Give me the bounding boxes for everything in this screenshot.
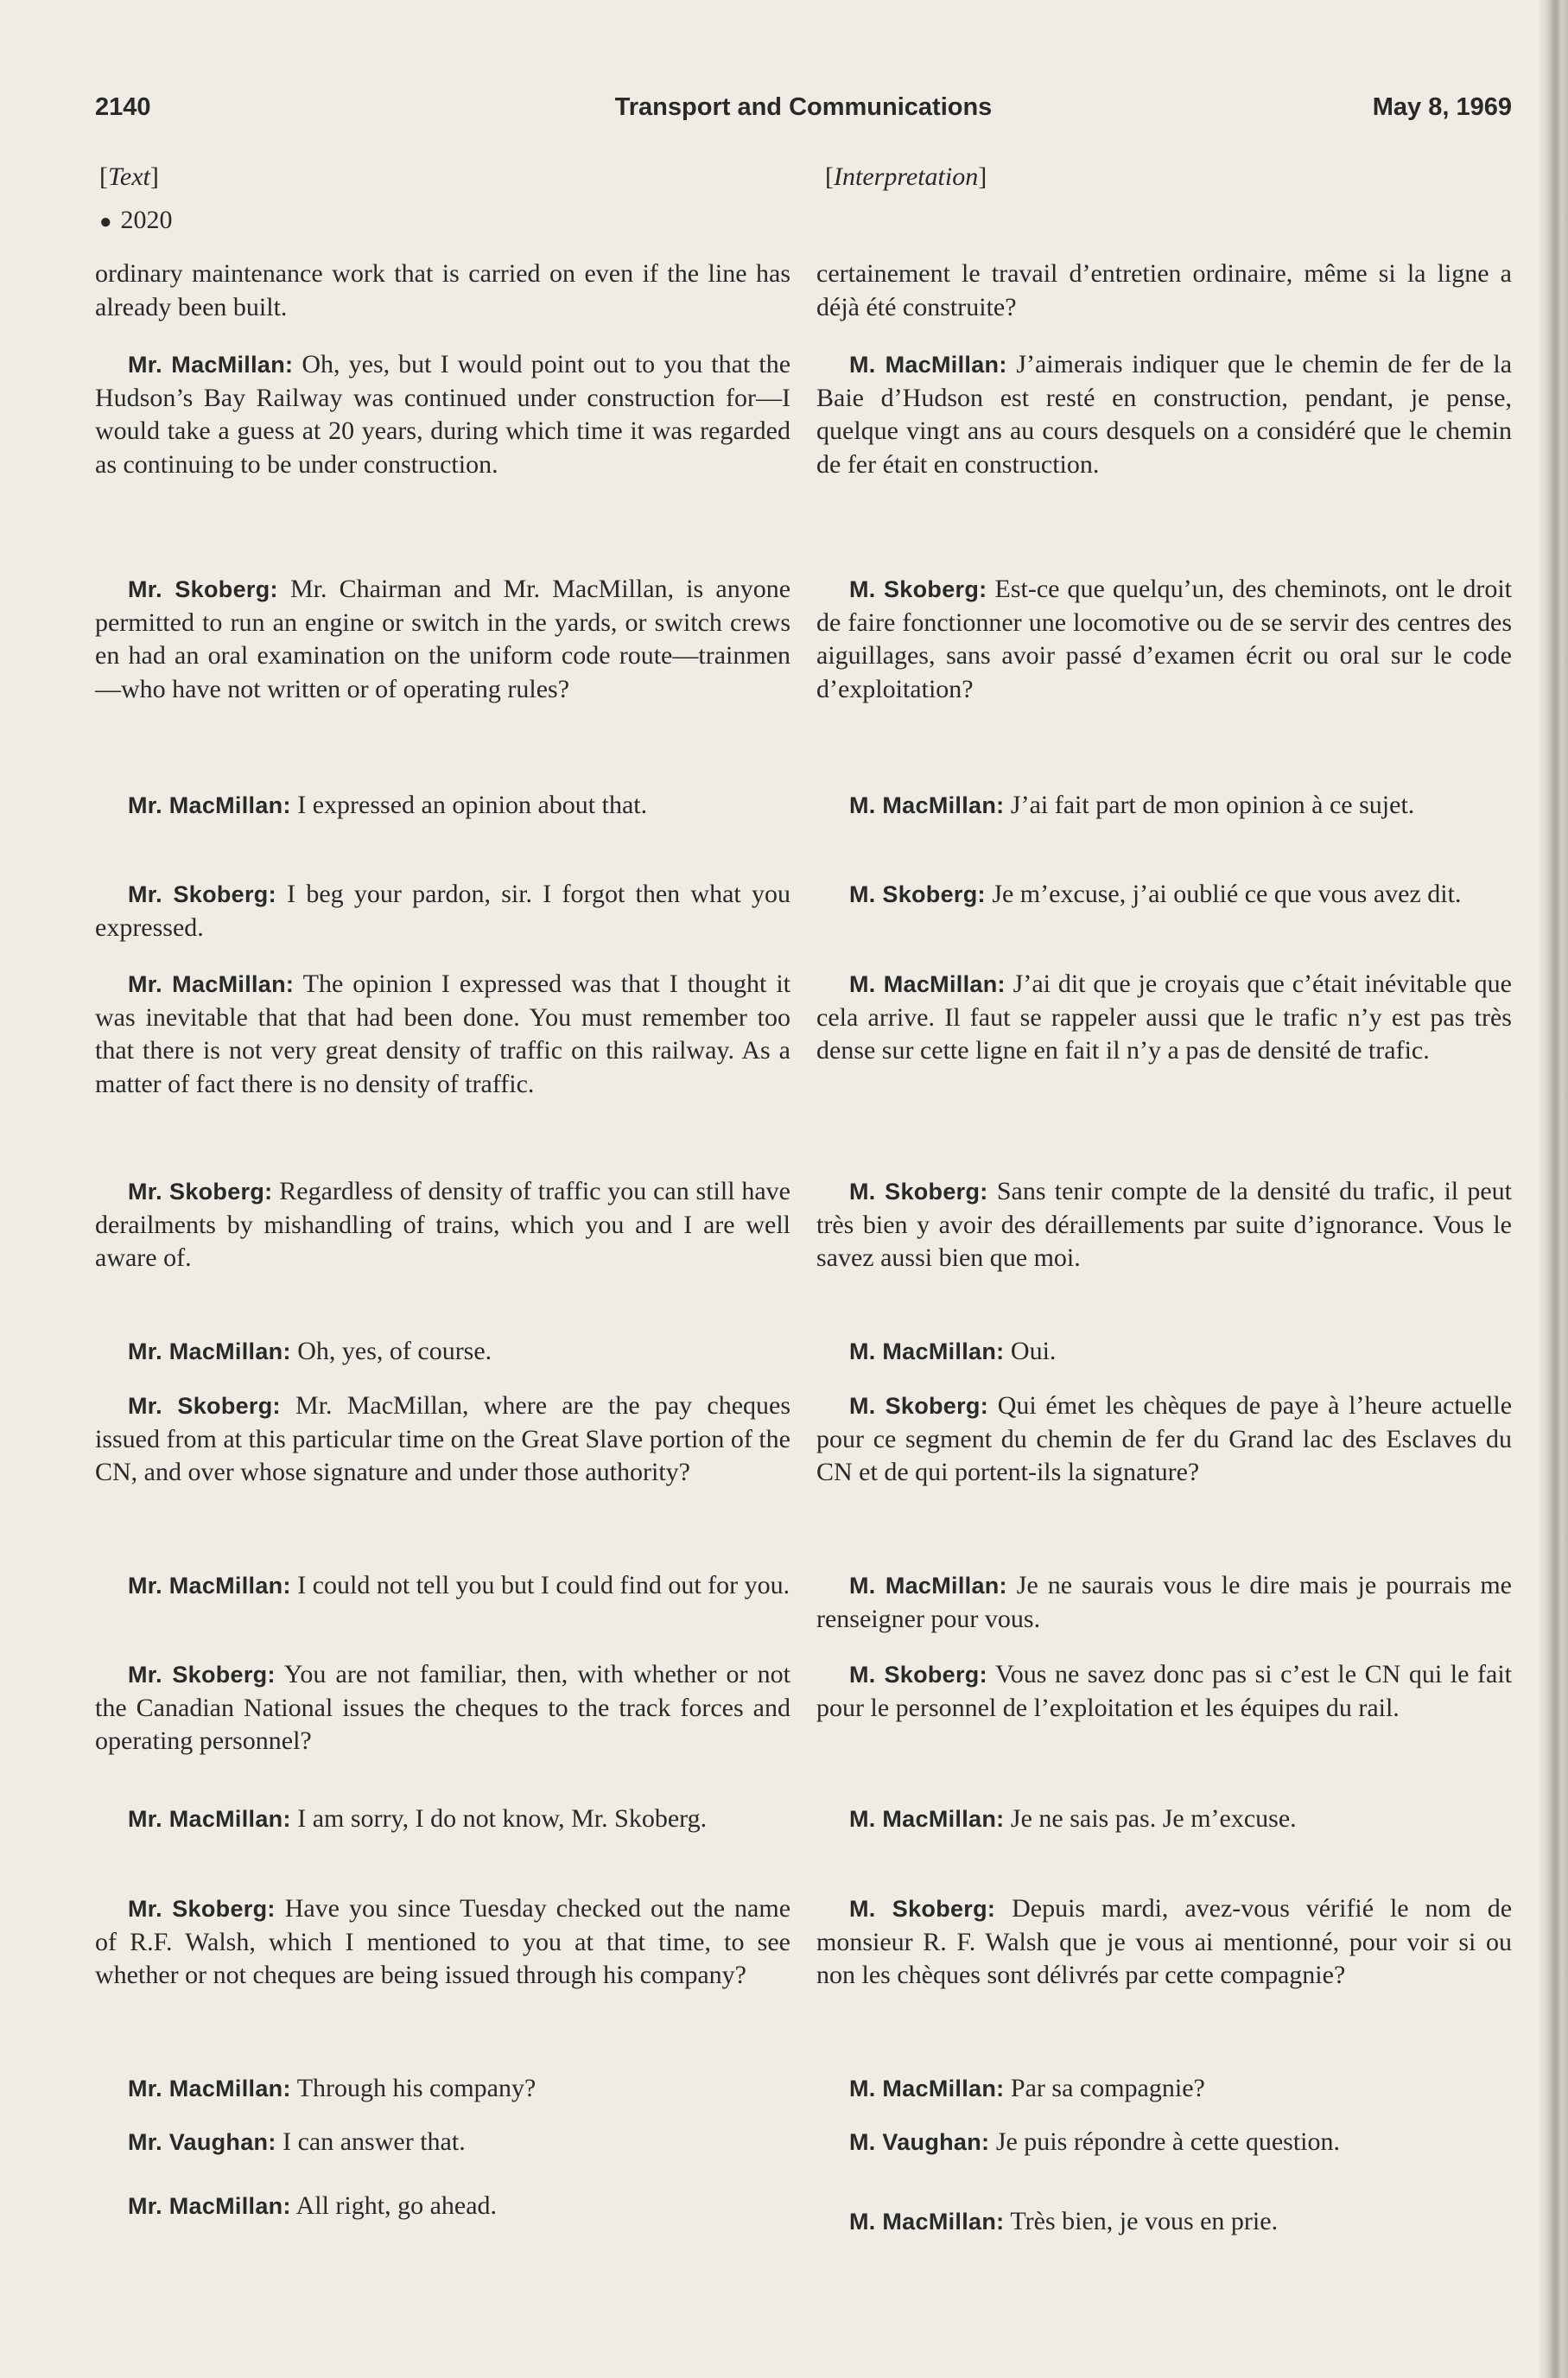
speaker-name: Mr. Skoberg:: [128, 1179, 273, 1205]
speaker-name: Mr. Skoberg:: [128, 576, 278, 602]
paragraph: [95, 573, 790, 706]
speaker-name: Mr. MacMillan:: [128, 2076, 291, 2101]
speaker-name: M. MacMillan:: [849, 792, 1005, 818]
speaker-name: M. MacMillan:: [849, 2209, 1005, 2235]
paragraph-text: J’ai dit que je croyais que c’était inévitable que cela arrive. Il faut se rappeler aussi que le trafic n’y est pas très dense sur cette ligne en fait il n’y a pas de densité de trafic.: [816, 970, 1512, 1065]
speaker-name: M. MacMillan:: [849, 352, 1007, 378]
paragraph-text: ordinary maintenance work that is carried on even if the line has already been built.: [95, 259, 790, 321]
paragraph: [95, 258, 790, 324]
header-date: May 8, 1969: [1372, 93, 1512, 121]
paragraph-text: certainement le travail d’entretien ordinaire, même si la ligne a déjà été construite?: [816, 259, 1512, 321]
paragraph: [95, 968, 790, 1101]
paragraph: [95, 1335, 790, 1369]
speaker-name: M. Skoberg:: [849, 881, 986, 907]
paragraph-text: Je ne saurais vous le dire mais je pourrais me renseigner pour vous.: [816, 1571, 1512, 1633]
paragraph: [816, 1175, 1512, 1275]
paragraph: [816, 878, 1512, 912]
paragraph-text: Have you since Tuesday checked out the name of R.F. Walsh, which I mentioned to you at that time, to see whether or not cheques are being issued through his company?: [95, 1894, 791, 1989]
paragraph: [95, 1389, 790, 1490]
paragraph: [816, 258, 1512, 324]
paragraph: [816, 2072, 1512, 2106]
paragraph-text: All right, go ahead.: [295, 2191, 498, 2220]
paragraph-text: Je puis répondre à cette question.: [995, 2127, 1341, 2156]
paragraph-text: The opinion I expressed was that I thought it was inevitable that that had been done. You must remember too that there is not very great density of traffic on this railway. As a matter of fact there is no density of traffic.: [95, 970, 791, 1098]
speaker-name: Mr. MacMillan:: [128, 1806, 291, 1832]
paragraph-text: Très bien, je vous en prie.: [1010, 2207, 1279, 2235]
paragraph-text: Regardless of density of traffic you can still have derailments by mishandling of trains, which you and I are well aware of.: [95, 1177, 790, 1272]
speaker-name: M. Skoberg:: [849, 1179, 988, 1205]
speaker-name: Mr. Skoberg:: [128, 1662, 276, 1688]
time-marker-value: 2020: [120, 206, 173, 234]
paragraph: [816, 789, 1512, 823]
paragraph: [816, 1569, 1512, 1636]
paragraph-text: Oh, yes, of course.: [297, 1337, 492, 1365]
paragraph-text: Depuis mardi, avez-vous vérifié le nom de monsieur R. F. Walsh que je vous ai mentionné, pour voir si ou non les chèques sont délivrés par cette compagnie?: [816, 1894, 1513, 1989]
speaker-name: M. MacMillan:: [849, 2076, 1005, 2101]
paragraph: [95, 2072, 790, 2106]
paragraph: [95, 1569, 790, 1603]
paragraph-text: J’aimerais indiquer que le chemin de fer de la Baie d’Hudson est resté en construction, pendant, je pense, quelque vingt ans au cours desquels on a considéré que le chemin de fer était en construction.: [816, 350, 1513, 479]
speaker-name: M. Skoberg:: [849, 576, 987, 602]
paragraph: [95, 878, 790, 944]
paragraph: [816, 1389, 1512, 1490]
paragraph-text: I beg your pardon, sir. I forgot then what you expressed.: [95, 880, 790, 942]
paragraph: [816, 2205, 1512, 2239]
paragraph: [95, 1658, 790, 1758]
speaker-name: Mr. MacMillan:: [128, 1573, 291, 1599]
paragraph: [95, 348, 790, 481]
page-header: [95, 93, 1512, 137]
right-column-label: [Interpretation]: [825, 162, 987, 191]
paragraph: [816, 1803, 1512, 1836]
paragraph-text: Mr. Chairman and Mr. MacMillan, is anyone permitted to run an engine or switch in the yards, or switch crews en had an oral examination on the uniform code route—trainmen—who have not written or of operating rules?: [95, 575, 791, 703]
paragraph-text: Je m’excuse, j’ai oublié ce que vous avez dit.: [992, 880, 1462, 908]
paragraph: [816, 573, 1512, 706]
time-marker: [99, 206, 173, 235]
speaker-name: Mr. Vaughan:: [128, 2129, 276, 2155]
speaker-name: Mr. Skoberg:: [128, 1393, 281, 1419]
paragraph-text: You are not familiar, then, with whether or not the Canadian National issues the cheques to the track forces and operating personnel?: [95, 1660, 790, 1755]
paragraph: [816, 348, 1512, 481]
left-column-label: [Text]: [99, 162, 159, 191]
paragraph-text: I expressed an opinion about that.: [297, 791, 648, 819]
speaker-name: M. Vaughan:: [849, 2129, 990, 2155]
speaker-name: Mr. MacMillan:: [128, 352, 294, 378]
speaker-name: Mr. MacMillan:: [128, 2193, 291, 2219]
paragraph: [816, 1658, 1512, 1725]
page-binding-edge: [1538, 0, 1568, 2378]
paragraph: [95, 2190, 790, 2223]
paragraph-text: Qui émet les chèques de paye à l’heure actuelle pour ce segment du chemin de fer du Grand lac des Esclaves du CN et de qui portent-ils la signature?: [816, 1391, 1513, 1486]
speaker-name: Mr. Skoberg:: [128, 881, 276, 907]
paragraph-text: J’ai fait part de mon opinion à ce sujet.: [1010, 791, 1415, 819]
paragraph-text: Est-ce que quelqu’un, des cheminots, ont le droit de faire fonctionner une locomotive ou de se servir des centres des aiguillages, sans avoir passé d’examen écrit ou oral sur le code d’exploitation?: [816, 575, 1513, 703]
paragraph-text: Oui.: [1010, 1337, 1057, 1365]
right-column-label-text: Interpretation: [834, 162, 979, 191]
speaker-name: M. MacMillan:: [849, 1338, 1005, 1364]
paragraph-text: Sans tenir compte de la densité du trafic, il peut très bien y avoir des déraillements par suite d’ignorance. Vous le savez aussi bien que moi.: [816, 1177, 1513, 1272]
speaker-name: M. Skoberg:: [849, 1896, 996, 1922]
speaker-name: M. Skoberg:: [849, 1393, 989, 1419]
paragraph: [95, 1803, 790, 1836]
speaker-name: M. MacMillan:: [849, 971, 1006, 997]
running-title: Transport and Communications: [614, 93, 993, 121]
speaker-name: Mr. MacMillan:: [128, 792, 291, 818]
paragraph: [816, 968, 1512, 1068]
paragraph: [95, 1175, 790, 1275]
paragraph-text: Mr. MacMillan, where are the pay cheques issued from at this particular time on the Great Slave portion of the CN, and over whose signature and under those authority?: [95, 1391, 790, 1486]
speaker-name: Mr. MacMillan:: [128, 1338, 291, 1364]
paragraph-text: Par sa compagnie?: [1010, 2074, 1205, 2102]
speaker-name: M. MacMillan:: [849, 1806, 1005, 1832]
paragraph: [816, 2126, 1512, 2159]
paragraph: [816, 1335, 1512, 1369]
paragraph: [95, 1892, 790, 1993]
paragraph-text: Je ne sais pas. Je m’excuse.: [1010, 1804, 1297, 1833]
left-column-label-text: Text: [108, 162, 150, 191]
bullet-icon: ●: [99, 211, 112, 233]
paragraph-text: I am sorry, I do not know, Mr. Skoberg.: [297, 1804, 708, 1833]
paragraph-text: Through his company?: [296, 2074, 536, 2102]
speaker-name: M. MacMillan:: [849, 1573, 1007, 1599]
paragraph: [816, 1892, 1512, 1993]
paragraph-text: Oh, yes, but I would point out to you that the Hudson’s Bay Railway was continued under construction for—I would take a guess at 20 years, during which time it was regarded as continuing to be under construction.: [95, 350, 791, 479]
speaker-name: Mr. MacMillan:: [128, 971, 295, 997]
speaker-name: M. Skoberg:: [849, 1662, 987, 1688]
page-number: 2140: [95, 93, 151, 121]
paragraph: [95, 789, 790, 823]
paragraph: [95, 2126, 790, 2159]
paragraph-text: Vous ne savez donc pas si c’est le CN qui le fait pour le personnel de l’exploitation et les équipes du rail.: [816, 1660, 1512, 1722]
speaker-name: Mr. Skoberg:: [128, 1896, 276, 1922]
paragraph-text: I can answer that.: [282, 2127, 466, 2156]
paragraph-text: I could not tell you but I could find out for you.: [297, 1571, 790, 1599]
